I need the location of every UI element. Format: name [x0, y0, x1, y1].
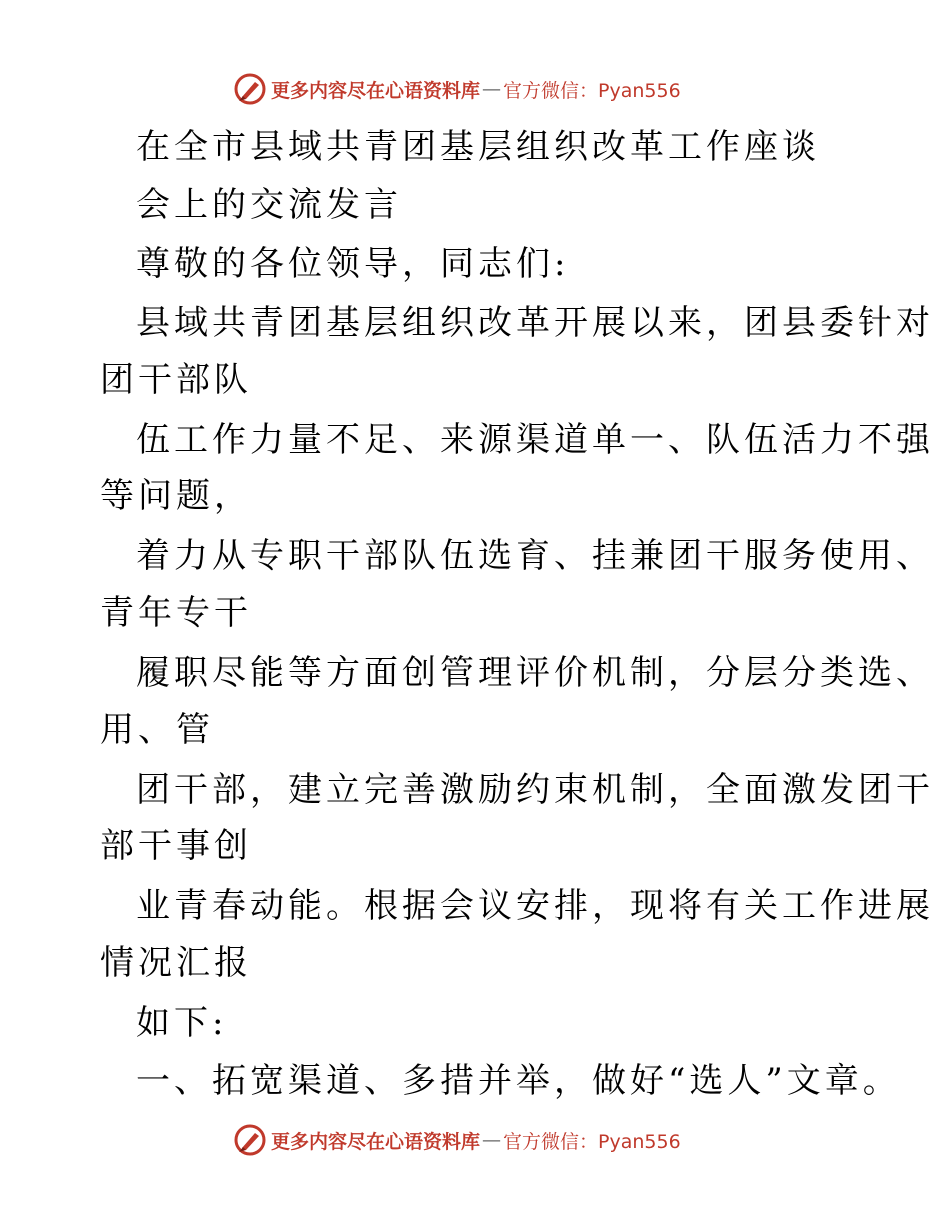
paragraph-line: 履职尽能等方面创管理评价机制，分层分类选、 — [136, 653, 934, 693]
watermark-dash: — — [482, 1129, 502, 1151]
paragraph-line: 团干部，建立完善激励约束机制，全面激发团干 — [136, 770, 934, 810]
watermark-suffix-text: 官方微信：Pyan556 — [503, 1130, 681, 1153]
paragraph-line: 等问题， — [100, 476, 252, 516]
paragraph-line: 情况汇报 — [100, 943, 252, 983]
title-line-1: 在全市县域共青团基层组织改革工作座谈 — [136, 127, 820, 167]
paragraph-line: 业青春动能。根据会议安排，现将有关工作进展 — [136, 886, 934, 926]
paragraph-line: 县域共青团基层组织改革开展以来，团县委针对 — [136, 303, 934, 343]
pen-logo-icon — [233, 1123, 267, 1157]
salutation: 尊敬的各位领导，同志们: — [136, 244, 570, 284]
paragraph-line: 部干事创 — [100, 826, 252, 866]
paragraph-line: 着力从专职干部队伍选育、挂兼团干服务使用、 — [136, 536, 934, 576]
section-heading: 一、拓宽渠道、多措并举，做好“选人”文章。 — [136, 1061, 901, 1101]
footer-watermark — [233, 1123, 681, 1157]
paragraph-line: 如下: — [136, 1003, 228, 1043]
watermark-main-text: 更多内容尽在心语资料库 — [271, 1130, 481, 1153]
paragraph-line: 用、管 — [100, 710, 214, 750]
paragraph-line: 团干部队 — [100, 360, 252, 400]
title-line-2: 会上的交流发言 — [136, 185, 402, 225]
watermark-dash: — — [482, 78, 502, 100]
paragraph-line: 伍工作力量不足、来源渠道单一、队伍活力不强 — [136, 420, 934, 460]
paragraph-line: 青年专干 — [100, 593, 252, 633]
watermark-suffix-text: 官方微信：Pyan556 — [503, 79, 681, 102]
watermark-main-text: 更多内容尽在心语资料库 — [271, 79, 481, 102]
